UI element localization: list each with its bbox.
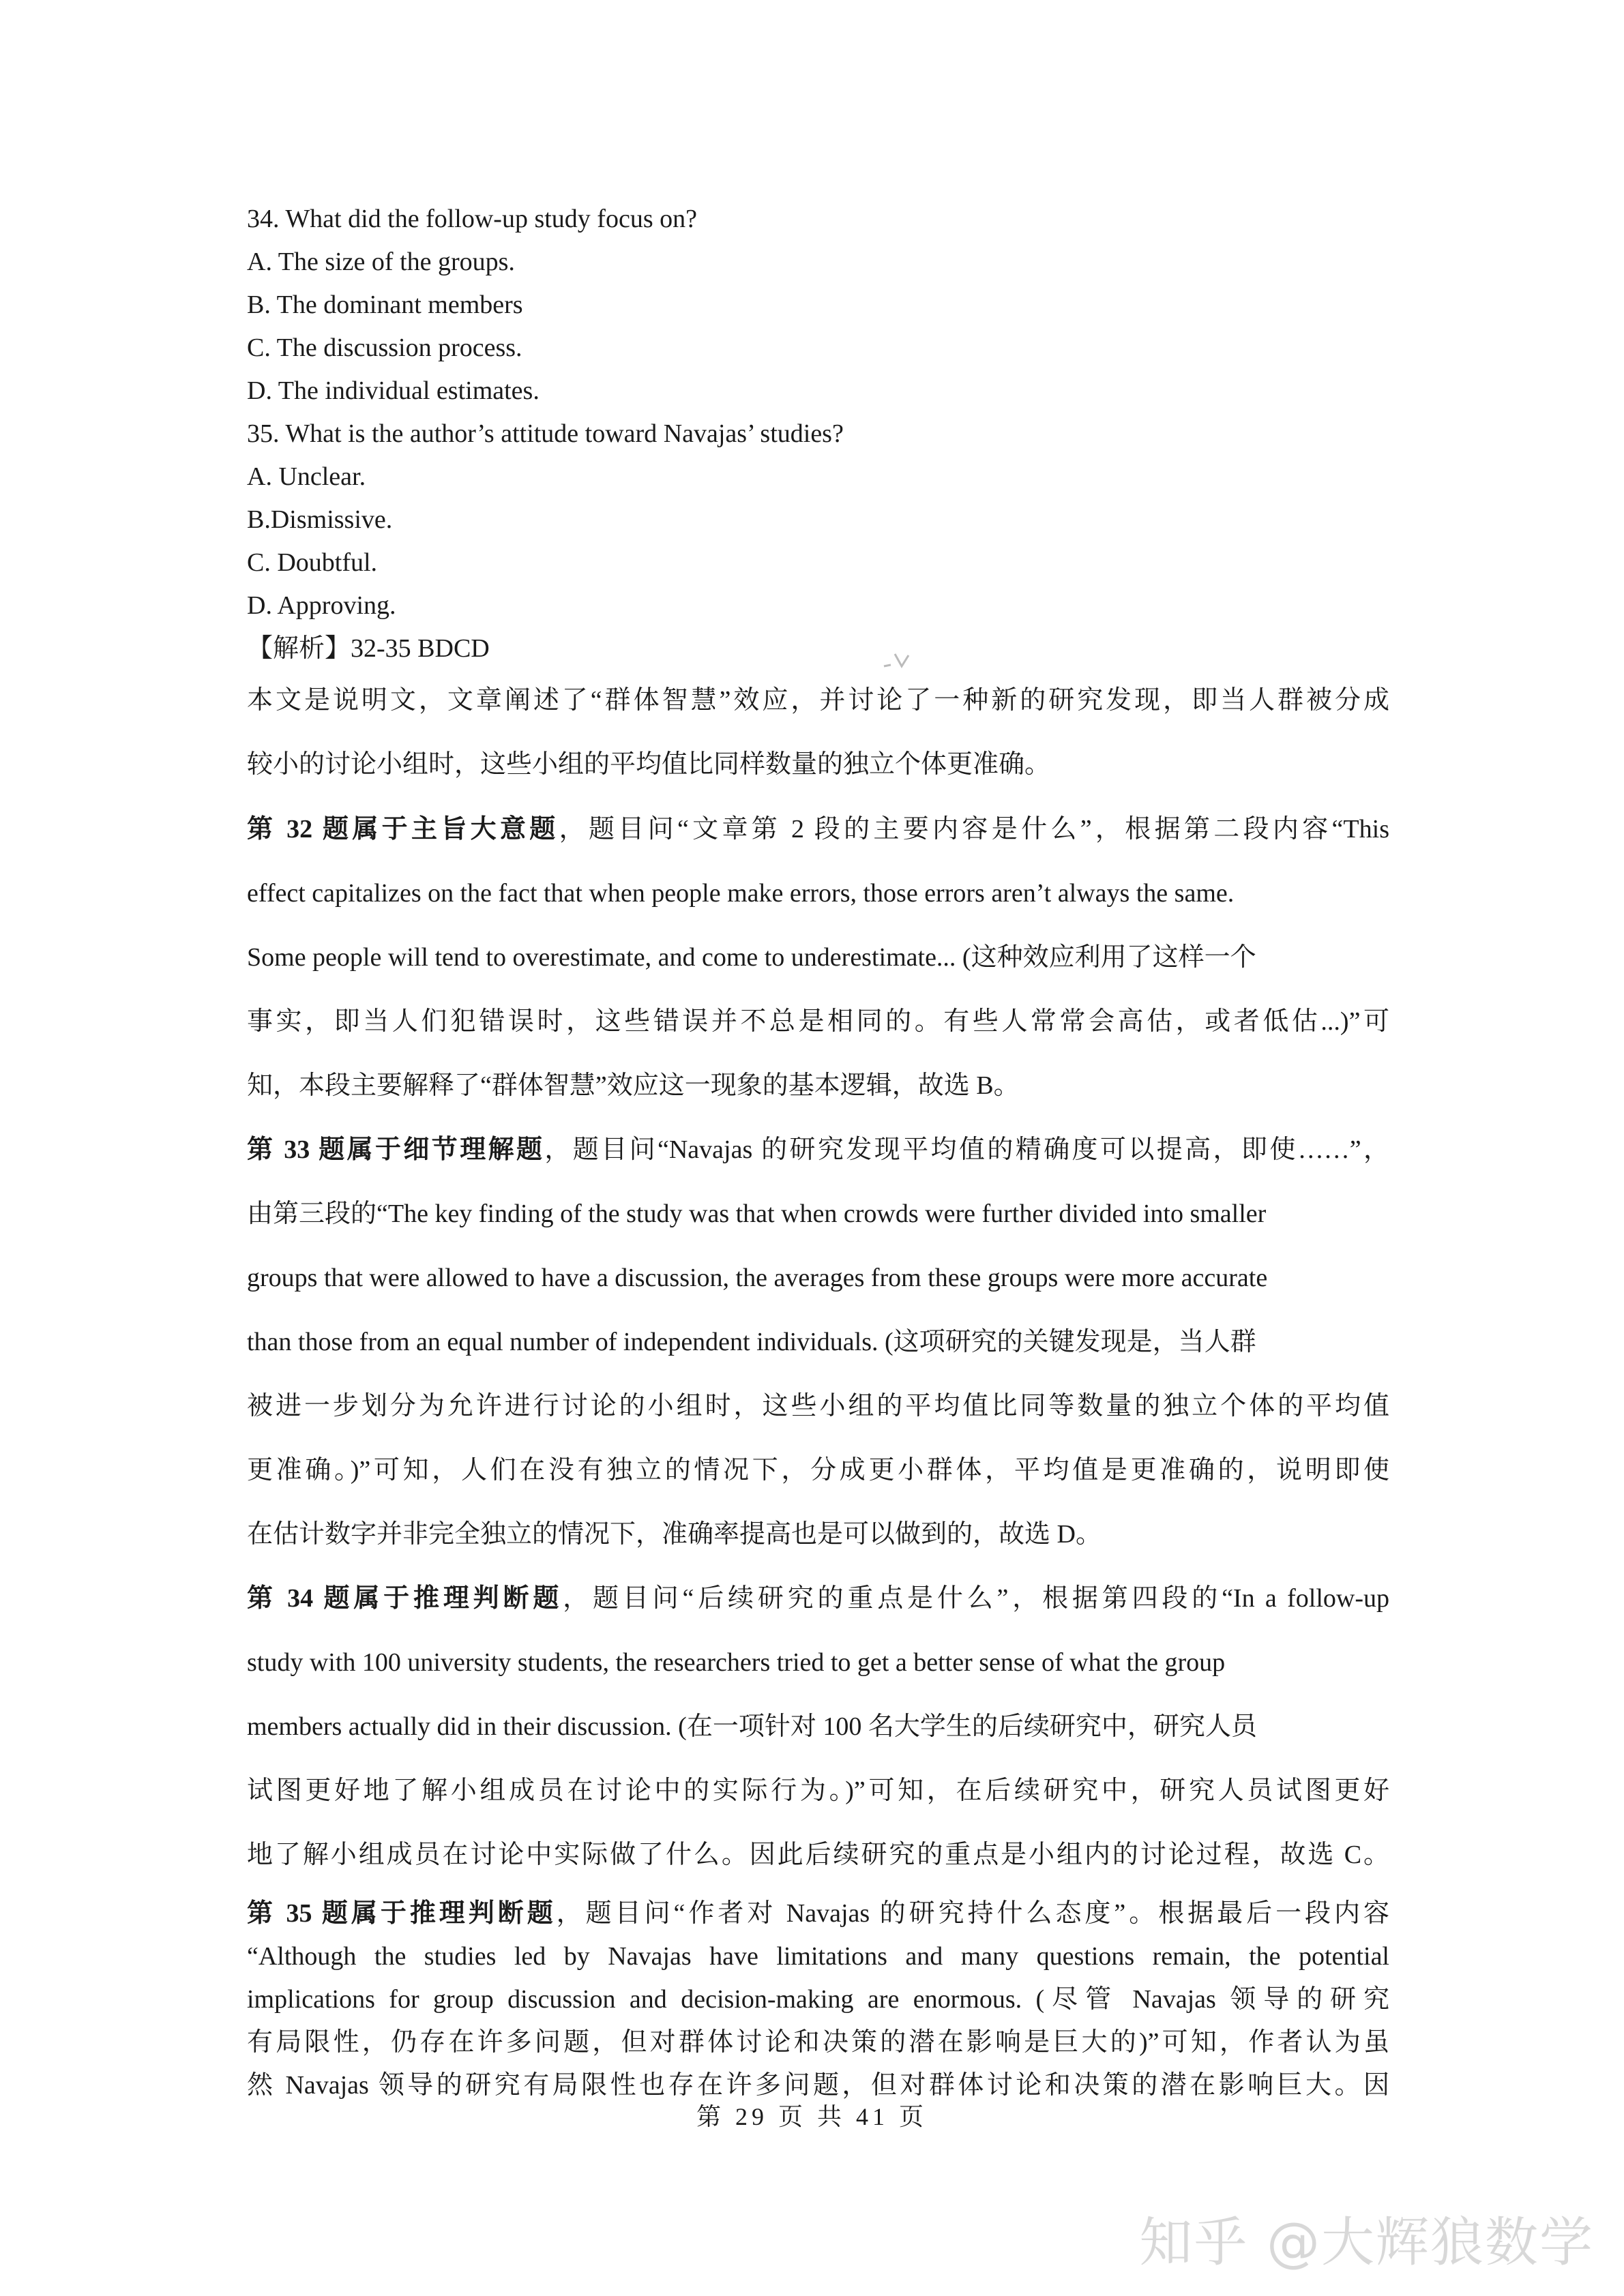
option-34-a: A. The size of the groups. [247,248,515,276]
intro-line-1: 本文是说明文，文章阐述了“群体智慧”效应，并讨论了一种新的研究发现，即当人群被分成 [247,686,1389,715]
q32-label: 第 32 题属于主旨大意题 [247,815,559,844]
q34-line-1: 第 34 题属于推理判断题，题目问“后续研究的重点是什么”，根据第四段的“In a follow-up [247,1584,1389,1613]
q35-line-1: 第 35 题属于推理判断题，题目问“作者对 Navajas 的研究持什么态度”。根据最后一段内容 [247,1899,1389,1928]
q32-line-2: effect capitalizes on the fact that when people make errors, those errors aren’t always the same. [247,879,1235,908]
option-35-d: D. Approving. [247,591,396,620]
q33-line-4: than those from an equal number of independent individuals. (这项研究的关键发现是，当人群 [247,1328,1256,1356]
page-number: 第 29 页 共 41 页 [696,2103,928,2130]
question-35: 35. What is the author’s attitude toward Navajas’ studies? [247,419,844,448]
watermark: 知乎 @大辉狼数学 [1139,2212,1594,2273]
q34-line-3: members actually did in their discussion. (在一项针对 100 名大学生的后续研究中，研究人员 [247,1712,1257,1741]
intro-line-2: 较小的讨论小组时，这些小组的平均值比同样数量的独立个体更准确。 [247,750,1051,779]
q33-line-5: 被进一步划分为允许进行讨论的小组时，这些小组的平均值比同等数量的独立个体的平均值 [247,1392,1389,1420]
q33-label: 第 33 题属于细节理解题 [247,1135,545,1164]
q32-line-4: 事实，即当人们犯错误时，这些错误并不总是相同的。有些人常常会高估，或者低估...)”可 [247,1007,1389,1036]
q35-line-5: 然 Navajas 领导的研究有局限性也存在许多问题，但对群体讨论和决策的潜在影响巨大。因 [247,2071,1389,2100]
q35-label: 第 35 题属于推理判断题 [247,1899,557,1928]
option-35-b: B.Dismissive. [247,505,393,534]
q34-label: 第 34 题属于推理判断题 [247,1584,563,1613]
cursor-mark-icon [881,650,915,670]
q33-line-6: 更准确。)”可知，人们在没有独立的情况下，分成更小群体，平均值是更准确的，说明即使 [247,1456,1389,1485]
option-35-a: A. Unclear. [247,462,366,491]
q35-line-2: “Although the studies led by Navajas have limitations and many questions remain, the potential [247,1942,1389,1971]
option-35-c: C. Doubtful. [247,548,378,577]
option-34-c: C. The discussion process. [247,333,522,362]
q32-line-3: Some people will tend to overestimate, and come to underestimate... (这种效应利用了这样一个 [247,943,1256,972]
q34-line-2: study with 100 university students, the researchers tried to get a better sense of what the group [247,1648,1226,1677]
q34-line-5: 地了解小组成员在讨论中实际做了什么。因此后续研究的重点是小组内的讨论过程，故选 C。 [247,1840,1389,1869]
q35-line-3: implications for group discussion and decision-making are enormous. (尽管 Navajas 领导的研究 [247,1985,1389,2014]
q32-line-5: 知，本段主要解释了“群体智慧”效应这一现象的基本逻辑，故选 B。 [247,1071,1020,1100]
option-34-d: D. The individual estimates. [247,376,540,405]
q33-line-1: 第 33 题属于细节理解题，题目问“Navajas 的研究发现平均值的精确度可以提高，即使……”， [247,1135,1389,1164]
q35-line-4: 有局限性，仍存在许多问题，但对群体讨论和决策的潜在影响是巨大的)”可知，作者认为虽 [247,2028,1389,2057]
q32-line-1: 第 32 题属于主旨大意题，题目问“文章第 2 段的主要内容是什么”，根据第二段内容“This [247,815,1389,844]
question-34: 34. What did the follow-up study focus on? [247,205,697,233]
q33-line-7: 在估计数字并非完全独立的情况下，准确率提高也是可以做到的，故选 D。 [247,1520,1102,1549]
analysis-header: 【解析】32-35 BDCD [247,634,490,663]
q34-line-4: 试图更好地了解小组成员在讨论中的实际行为。)”可知，在后续研究中，研究人员试图更好 [247,1776,1389,1805]
q33-line-2: 由第三段的“The key finding of the study was that when crowds were further divided into smaller [247,1199,1267,1228]
q33-line-3: groups that were allowed to have a discussion, the averages from these groups were more accurate [247,1264,1268,1292]
option-34-b: B. The dominant members [247,290,523,319]
